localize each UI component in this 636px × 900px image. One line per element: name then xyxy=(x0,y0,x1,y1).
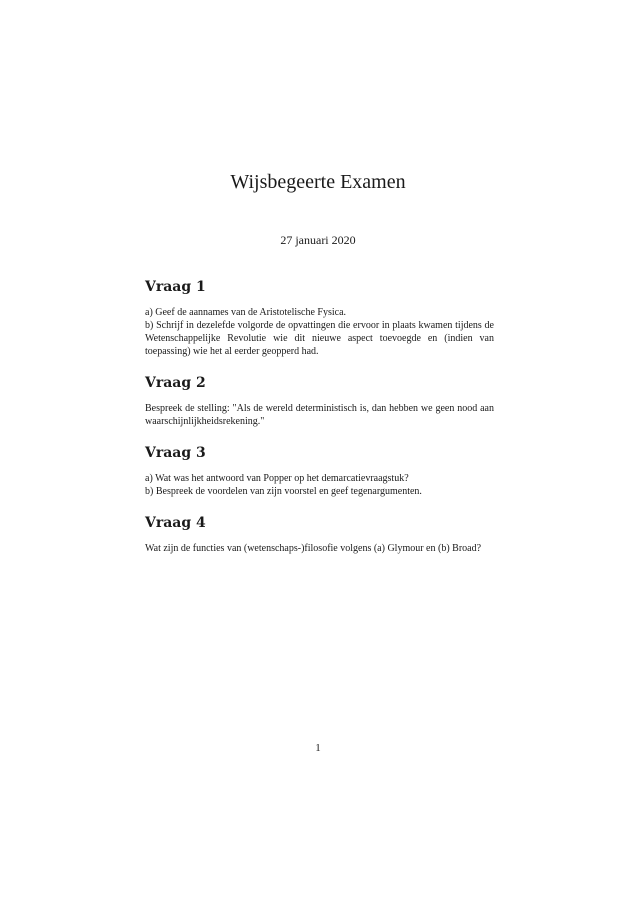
question-4 xyxy=(145,514,494,555)
question-body xyxy=(145,402,494,428)
question-heading: Vraag 3 xyxy=(145,445,206,461)
document-date: 27 januari 2020 xyxy=(280,233,356,247)
question-1 xyxy=(145,278,494,358)
question-body xyxy=(145,472,494,498)
question-body xyxy=(145,542,494,555)
question-line: b) Bespreek de voordelen van zijn voorstel en geef tegenargumenten. xyxy=(145,486,422,497)
question-3 xyxy=(145,444,494,498)
document-title: Wijsbegeerte Examen xyxy=(230,171,406,193)
question-body xyxy=(145,306,494,358)
question-heading: Vraag 4 xyxy=(145,515,206,531)
question-2 xyxy=(145,374,494,428)
question-heading: Vraag 1 xyxy=(145,279,206,295)
question-line: Wat zijn de functies van (wetenschaps-)filosofie volgens (a) Glymour en (b) Broad? xyxy=(145,543,482,554)
question-heading: Vraag 2 xyxy=(145,375,206,391)
question-line: Bespreek de stelling: "Als de wereld deterministisch is, dan hebben we geen nood aan waarschijnlijkheidsrekening." xyxy=(145,403,494,427)
question-line: b) Schrijf in dezelefde volgorde de opvattingen die ervoor in plaats kwamen tijdens de Wetenschappelijke Revolutie wie dit nieuwe aspect toevoegde en (indien van toepassing) wie het al eerder geopperd had. xyxy=(145,320,494,357)
question-line: a) Geef de aannames van de Aristotelische Fysica. xyxy=(145,307,347,318)
question-line: a) Wat was het antwoord van Popper op het demarcatievraagstuk? xyxy=(145,473,409,484)
page-number: 1 xyxy=(315,742,321,754)
